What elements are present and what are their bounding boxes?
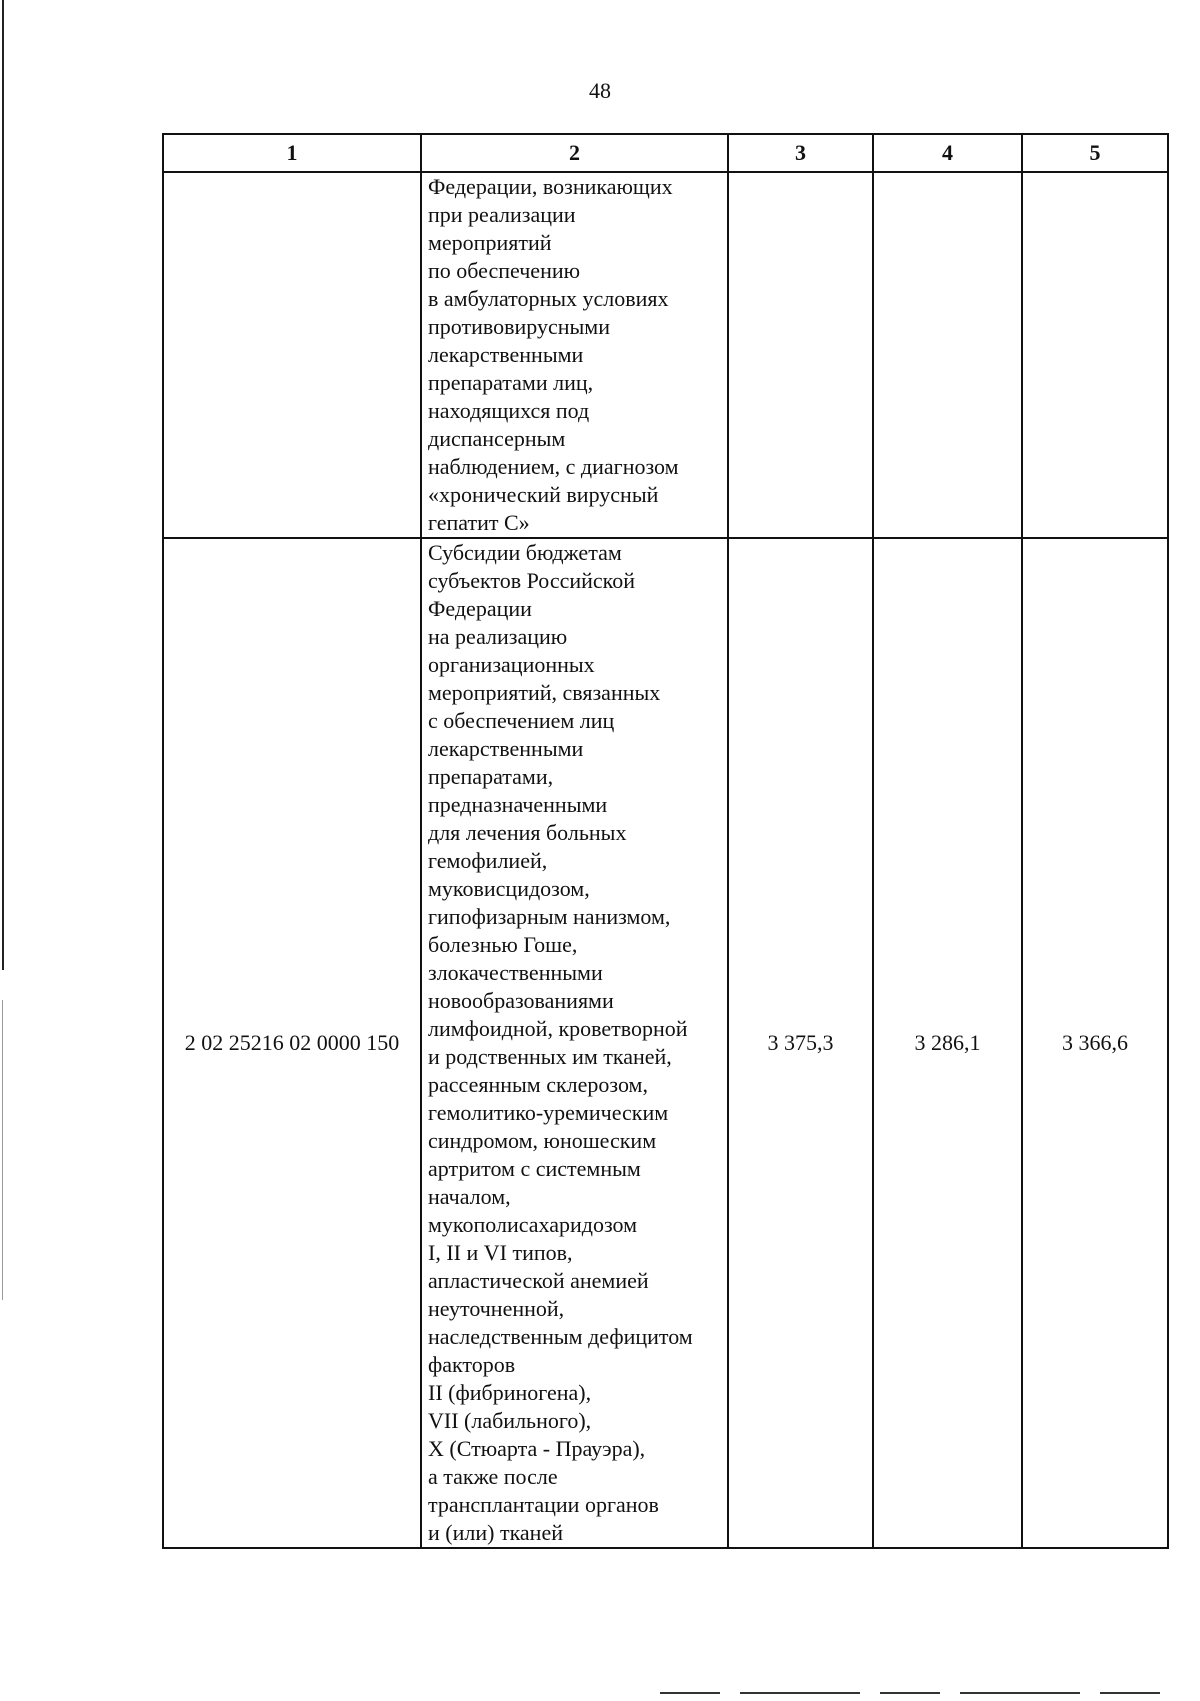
description-line: гипофизарным нанизмом,: [428, 904, 671, 929]
description-line: Субсидии бюджетам: [428, 540, 622, 565]
row-value-col4: 3 286,1: [873, 538, 1022, 1548]
description-line: болезнью Гоше,: [428, 932, 578, 957]
row-value-col3: [728, 172, 873, 538]
description-line: новообразованиями: [428, 988, 614, 1013]
description-line: в амбулаторных условиях: [428, 286, 669, 311]
description-line: гемолитико-уремическим: [428, 1100, 669, 1125]
description-line: факторов: [428, 1352, 516, 1377]
row-description: [421, 538, 728, 1548]
description-line: при реализации: [428, 202, 576, 227]
description-line: на реализацию: [428, 624, 568, 649]
description-line: неуточненной,: [428, 1296, 565, 1321]
description-line: гемофилией,: [428, 848, 548, 873]
table-row: [163, 538, 1168, 1548]
description-line: Федерации, возникающих: [428, 174, 673, 199]
description-line: и родственных им тканей,: [428, 1044, 672, 1069]
description-line: по обеспечению: [428, 258, 581, 283]
header-col-5: 5: [1022, 134, 1168, 172]
budget-table: [162, 133, 1169, 1549]
description-line: наблюдением, с диагнозом: [428, 454, 679, 479]
description-line: препаратами,: [428, 764, 554, 789]
description-line: мероприятий, связанных: [428, 680, 661, 705]
row-value-col5: [1022, 172, 1168, 538]
description-line: препаратами лиц,: [428, 370, 594, 395]
description-line: «хронический вирусный: [428, 482, 659, 507]
row-description: [421, 172, 728, 538]
description-line: VII (лабильного),: [428, 1408, 592, 1433]
description-line: гепатит С»: [428, 510, 530, 535]
description-line: началом,: [428, 1184, 511, 1209]
scan-edge-line-faint: [2, 1000, 3, 1300]
table-row: [163, 172, 1168, 538]
description-line: диспансерным: [428, 426, 566, 451]
description-line: злокачественными: [428, 960, 603, 985]
row-value-col3: 3 375,3: [728, 538, 873, 1548]
header-col-1: 1: [163, 134, 421, 172]
description-line: предназначенными: [428, 792, 608, 817]
description-line: рассеянным склерозом,: [428, 1072, 648, 1097]
description-line: с обеспечением лиц: [428, 708, 615, 733]
description-line: наследственным дефицитом: [428, 1324, 693, 1349]
header-col-2: 2: [421, 134, 728, 172]
description-line: апластической анемией: [428, 1268, 649, 1293]
description-line: X (Стюарта - Прауэра),: [428, 1436, 646, 1461]
description-line: артритом с системным: [428, 1156, 641, 1181]
row-value-col5: 3 366,6: [1022, 538, 1168, 1548]
description-line: противовирусными: [428, 314, 610, 339]
description-line: лимфоидной, кроветворной: [428, 1016, 688, 1041]
description-line: и (или) тканей: [428, 1520, 563, 1545]
description-line: мероприятий: [428, 230, 552, 255]
description-line: муковисцидозом,: [428, 876, 590, 901]
description-line: а также после: [428, 1464, 558, 1489]
scan-edge-line: [2, 0, 4, 970]
row-code: [163, 172, 421, 538]
page-number: 48: [589, 78, 611, 103]
description-line: организационных: [428, 652, 595, 677]
header-col-4: 4: [873, 134, 1022, 172]
description-line: для лечения больных: [428, 820, 627, 845]
description-line: трансплантации органов: [428, 1492, 659, 1517]
header-row: [163, 134, 1168, 172]
description-line: субъектов Российской: [428, 568, 636, 593]
header-col-3: 3: [728, 134, 873, 172]
description-line: синдромом, юношеским: [428, 1128, 657, 1153]
row-code: 2 02 25216 02 0000 150: [163, 538, 421, 1548]
description-line: I, II и VI типов,: [428, 1240, 573, 1265]
footer-scan-marks: [660, 1692, 1180, 1694]
description-line: лекарственными: [428, 736, 584, 761]
description-line: находящихся под: [428, 398, 590, 423]
row-value-col4: [873, 172, 1022, 538]
description-line: лекарственными: [428, 342, 584, 367]
description-line: II (фибриногена),: [428, 1380, 592, 1405]
description-line: мукополисахаридозом: [428, 1212, 638, 1237]
description-line: Федерации: [428, 596, 532, 621]
